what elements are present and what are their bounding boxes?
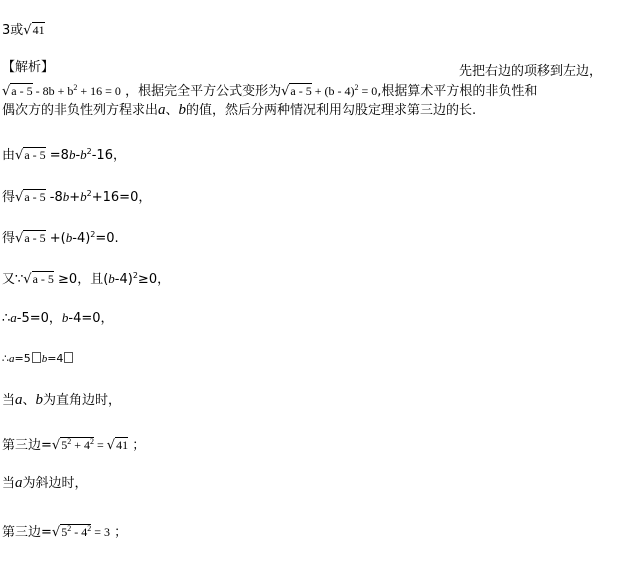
step-1: 由$√a - 5 =8b-b^2-16$， bbox=[2, 147, 126, 163]
step-4: 又∵√a - 5 ≥0，且$(b-4)^2\ge 0$， bbox=[2, 271, 171, 287]
step-9: 当a为斜边时， bbox=[2, 475, 88, 491]
answer-line bbox=[2, 22, 45, 39]
step-2: 得√a - 5 $-8b+b^2+16=0$， bbox=[2, 189, 152, 205]
step-10: 第三边$=√5^2 - 4^2 = 3$ ； bbox=[2, 524, 128, 540]
step-7: 当a、b为直角边时， bbox=[2, 392, 122, 408]
analysis-method-line: 偶次方的非负性列方程求出a、b的值，然后分两种情况利用勾股定理求第三边的长. bbox=[2, 102, 477, 118]
step-3: 得$√a - 5 +(b-4)^2=0$. bbox=[2, 230, 119, 246]
sqrt-a-minus-5: √a - 5 bbox=[2, 84, 33, 99]
step-6: ∴a=5 b=4 bbox=[2, 351, 74, 367]
analysis-header: 【解析】 bbox=[2, 60, 55, 75]
analysis-intro: 先把右边的项移到左边， bbox=[459, 64, 603, 79]
sqrt-a-minus-5: √a - 5 bbox=[281, 84, 312, 99]
step-5: ∴a-5=0，b-4=0， bbox=[2, 310, 114, 326]
step-8: 第三边$=√5^2 + 4^2 = √41$ ； bbox=[2, 437, 146, 453]
missing-glyph-box bbox=[32, 352, 41, 363]
missing-glyph-box bbox=[64, 352, 73, 363]
analysis-equation-line: $√a - 5 - 8b + b^2 + 16 = 0$ ，根据完全平方公式变形为√a - 5 + (b - 4)$^2$ = 0,根据算术平方根的非负性和 bbox=[2, 83, 538, 99]
answer-prefix: 3或 bbox=[2, 23, 24, 38]
sqrt-41: √41 bbox=[23, 23, 45, 38]
